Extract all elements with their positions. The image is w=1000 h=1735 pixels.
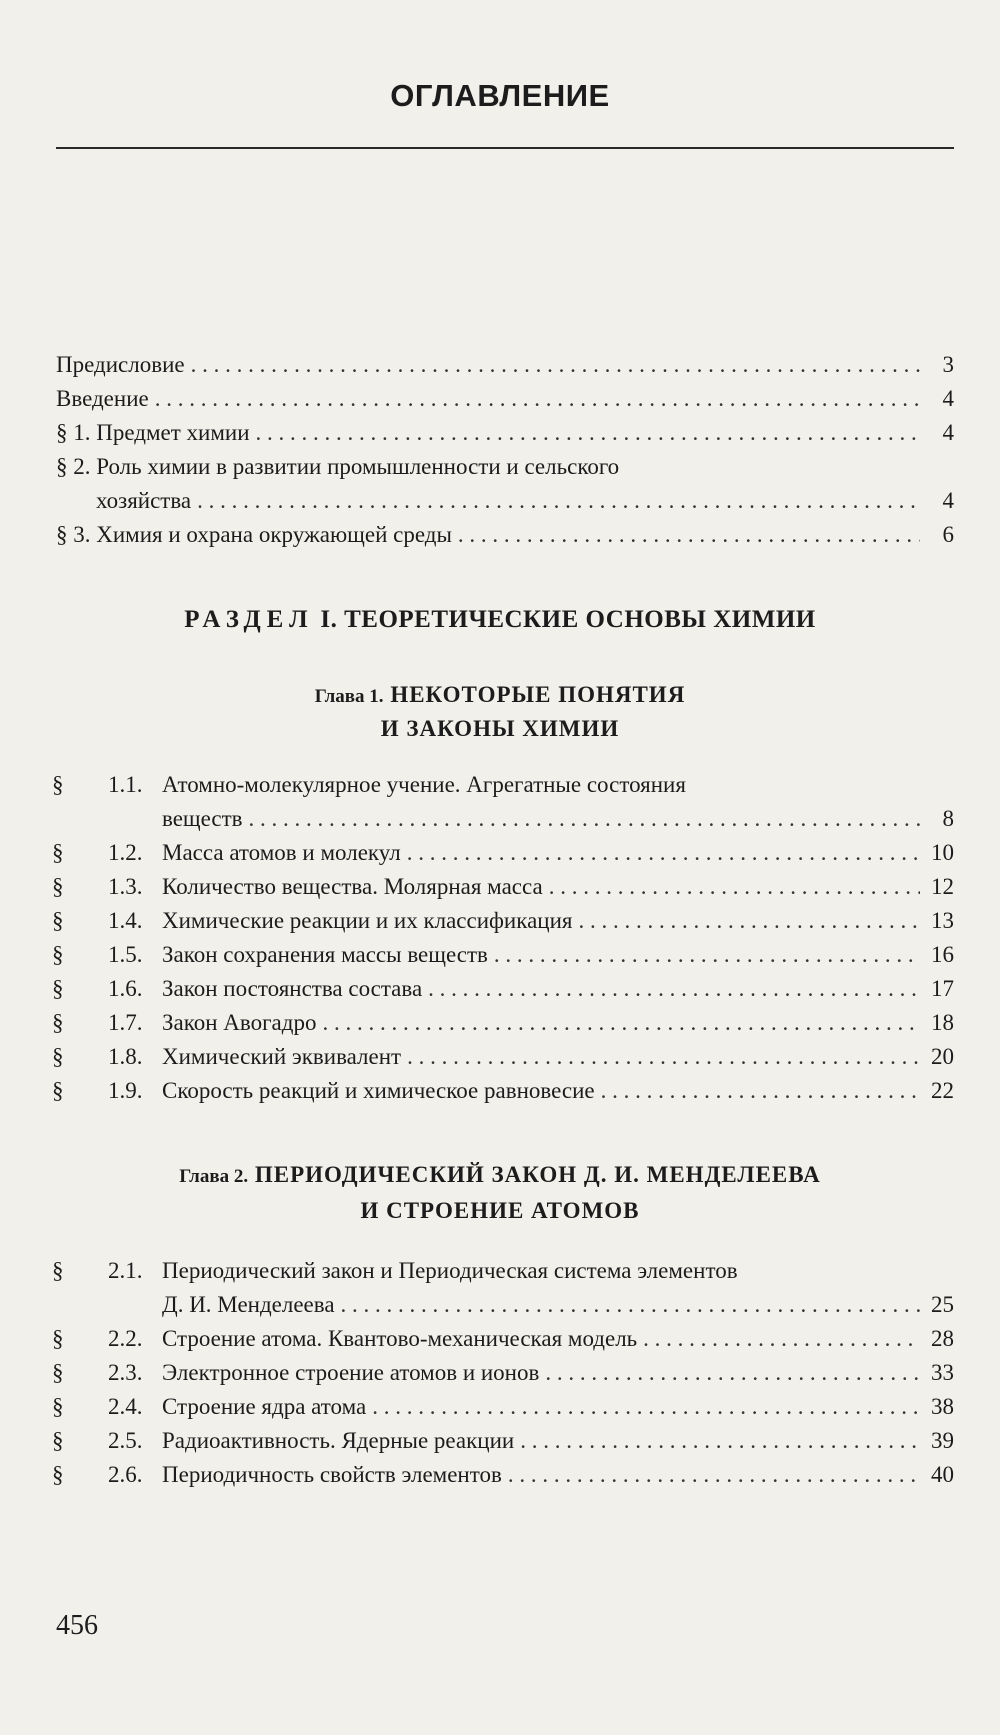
chapter1-prefix: Глава 1. (314, 686, 384, 707)
toc-entry[interactable] (162, 1358, 954, 1388)
leader-dots (372, 1392, 920, 1422)
entry-page: 40 (931, 1462, 954, 1487)
toc-entry[interactable] (162, 1324, 954, 1354)
section-sign: § (52, 1428, 64, 1453)
leader-dots (341, 1290, 920, 1320)
chapter2-heading-line1 (0, 1158, 1000, 1194)
entry-page: 39 (931, 1428, 954, 1453)
entry-label: Закон постоянства состава (162, 976, 423, 1001)
toc-entry[interactable] (162, 1426, 954, 1456)
entry-page: 8 (942, 806, 954, 831)
leader-dots (249, 804, 920, 834)
item-number: 2.1. (108, 1258, 143, 1283)
section-sign: § (52, 908, 64, 933)
chapter1-heading-line1 (0, 678, 1000, 714)
leader-dots (520, 1426, 920, 1456)
entry-label: Электронное строение атомов и ионов (162, 1360, 540, 1385)
entry-label: хозяйства (96, 488, 192, 513)
entry-label: Предисловие (56, 352, 185, 377)
entry-page: 3 (942, 352, 954, 377)
entry-label: веществ (162, 806, 243, 831)
leader-dots (155, 384, 920, 414)
item-number: 2.3. (108, 1360, 143, 1385)
entry-label-line1[interactable]: Атомно-молекулярное учение. Агрегатные состояния (162, 772, 686, 797)
page-number: 456 (56, 1610, 98, 1641)
leader-dots (322, 1008, 920, 1038)
toc-entry[interactable] (162, 940, 954, 970)
section-sign: § (52, 874, 64, 899)
item-number: 1.1. (108, 772, 143, 797)
toc-entry[interactable] (96, 486, 954, 516)
chapter1-title-line1: НЕКОТОРЫЕ ПОНЯТИЯ (390, 682, 686, 707)
leader-dots (197, 486, 920, 516)
toc-entry[interactable] (162, 872, 954, 902)
entry-label: Закон сохранения массы веществ (162, 942, 488, 967)
toc-entry[interactable] (162, 1008, 954, 1038)
entry-page: 6 (942, 522, 954, 547)
section-sign: § (52, 1394, 64, 1419)
toc-entry[interactable] (162, 906, 954, 936)
leader-dots (407, 838, 920, 868)
entry-page: 22 (931, 1078, 954, 1103)
section-sign: § (52, 1010, 64, 1035)
item-number: 2.4. (108, 1394, 143, 1419)
entry-label: Химический эквивалент (162, 1044, 402, 1069)
toc-entry[interactable] (162, 1042, 954, 1072)
entry-label: Строение атома. Квантово-механическая модель (162, 1326, 638, 1351)
entry-page: 33 (931, 1360, 954, 1385)
item-number: 1.9. (108, 1078, 143, 1103)
entry-page: 12 (931, 874, 954, 899)
entry-page: 4 (942, 488, 954, 513)
entry-label: Химические реакции и их классификация (162, 908, 573, 933)
section-sign: § (52, 840, 64, 865)
toc-entry[interactable] (56, 418, 954, 448)
entry-page: 17 (931, 976, 954, 1001)
chapter2-title-line1: ПЕРИОДИЧЕСКИЙ ЗАКОН Д. И. МЕНДЕЛЕЕВА (254, 1162, 821, 1187)
entry-page: 4 (942, 386, 954, 411)
leader-dots (494, 940, 920, 970)
section-sign: § (52, 1078, 64, 1103)
toc-entry[interactable] (162, 974, 954, 1004)
entry-label: Радиоактивность. Ядерные реакции (162, 1428, 515, 1453)
item-number: 1.5. (108, 942, 143, 967)
entry-page: 20 (931, 1044, 954, 1069)
entry-label: § 3. Химия и охрана окружающей среды (56, 522, 452, 547)
entry-label: Строение ядра атома (162, 1394, 367, 1419)
entry-label: Введение (56, 386, 149, 411)
toc-entry[interactable] (162, 1392, 954, 1422)
item-number: 1.3. (108, 874, 143, 899)
chapter1-title-line2: И ЗАКОНЫ ХИМИИ (380, 716, 620, 741)
leader-dots (601, 1076, 920, 1106)
item-number: 1.7. (108, 1010, 143, 1035)
toc-entry[interactable] (162, 1076, 954, 1106)
section-title: I. ТЕОРЕТИЧЕСКИЕ ОСНОВЫ ХИМИИ (320, 606, 816, 633)
section-sign: § (52, 1462, 64, 1487)
chapter2-title-line2: И СТРОЕНИЕ АТОМОВ (360, 1198, 640, 1223)
entry-label: Скорость реакций и химическое равновесие (162, 1078, 595, 1103)
entry-page: 25 (931, 1292, 954, 1317)
toc-entry[interactable] (56, 384, 954, 414)
entry-page: 4 (942, 420, 954, 445)
toc-entry[interactable] (56, 350, 954, 380)
leader-dots (458, 520, 920, 550)
item-number: 1.8. (108, 1044, 143, 1069)
section-sign: § (52, 1258, 64, 1283)
entry-label: Периодичность свойств элементов (162, 1462, 502, 1487)
entry-label: Количество вещества. Молярная масса (162, 874, 543, 899)
item-number: 2.5. (108, 1428, 143, 1453)
toc-entry[interactable] (162, 1290, 954, 1320)
entry-page: 16 (931, 942, 954, 967)
entry-label-line1[interactable]: Периодический закон и Периодическая система элементов (162, 1258, 738, 1283)
toc-entry[interactable] (162, 838, 954, 868)
leader-dots (256, 418, 920, 448)
leader-dots (578, 906, 920, 936)
entry-page: 38 (931, 1394, 954, 1419)
entry-label: Закон Авогадро (162, 1010, 317, 1035)
entry-label: § 1. Предмет химии (56, 420, 250, 445)
section-heading (0, 606, 1000, 634)
item-number: 1.6. (108, 976, 143, 1001)
toc-entry[interactable] (162, 1460, 954, 1490)
toc-entry[interactable] (56, 520, 954, 550)
section-sign: § (52, 772, 64, 797)
section-prefix: РАЗДЕЛ (184, 606, 314, 633)
entry-label-line1[interactable]: § 2. Роль химии в развитии промышленности и сельского (56, 454, 620, 479)
section-sign: § (52, 1360, 64, 1385)
section-sign: § (52, 942, 64, 967)
section-sign: § (52, 1044, 64, 1069)
section-sign: § (52, 1326, 64, 1351)
leader-dots (643, 1324, 920, 1354)
item-number: 2.2. (108, 1326, 143, 1351)
item-number: 1.4. (108, 908, 143, 933)
entry-label: Масса атомов и молекул (162, 840, 401, 865)
entry-page: 18 (931, 1010, 954, 1035)
item-number: 2.6. (108, 1462, 143, 1487)
toc-entry[interactable] (162, 804, 954, 834)
entry-label: Д. И. Менделеева (162, 1292, 335, 1317)
entry-page: 28 (931, 1326, 954, 1351)
leader-dots (407, 1042, 920, 1072)
entry-page: 13 (931, 908, 954, 933)
section-sign: § (52, 976, 64, 1001)
leader-dots (549, 872, 920, 902)
item-number: 1.2. (108, 840, 143, 865)
page-title: ОГЛАВЛЕНИЕ (390, 78, 610, 113)
chapter2-prefix: Глава 2. (179, 1166, 249, 1187)
entry-page: 10 (931, 840, 954, 865)
title-rule (56, 147, 954, 149)
leader-dots (191, 350, 920, 380)
leader-dots (545, 1358, 920, 1388)
leader-dots (428, 974, 920, 1004)
leader-dots (508, 1460, 920, 1490)
